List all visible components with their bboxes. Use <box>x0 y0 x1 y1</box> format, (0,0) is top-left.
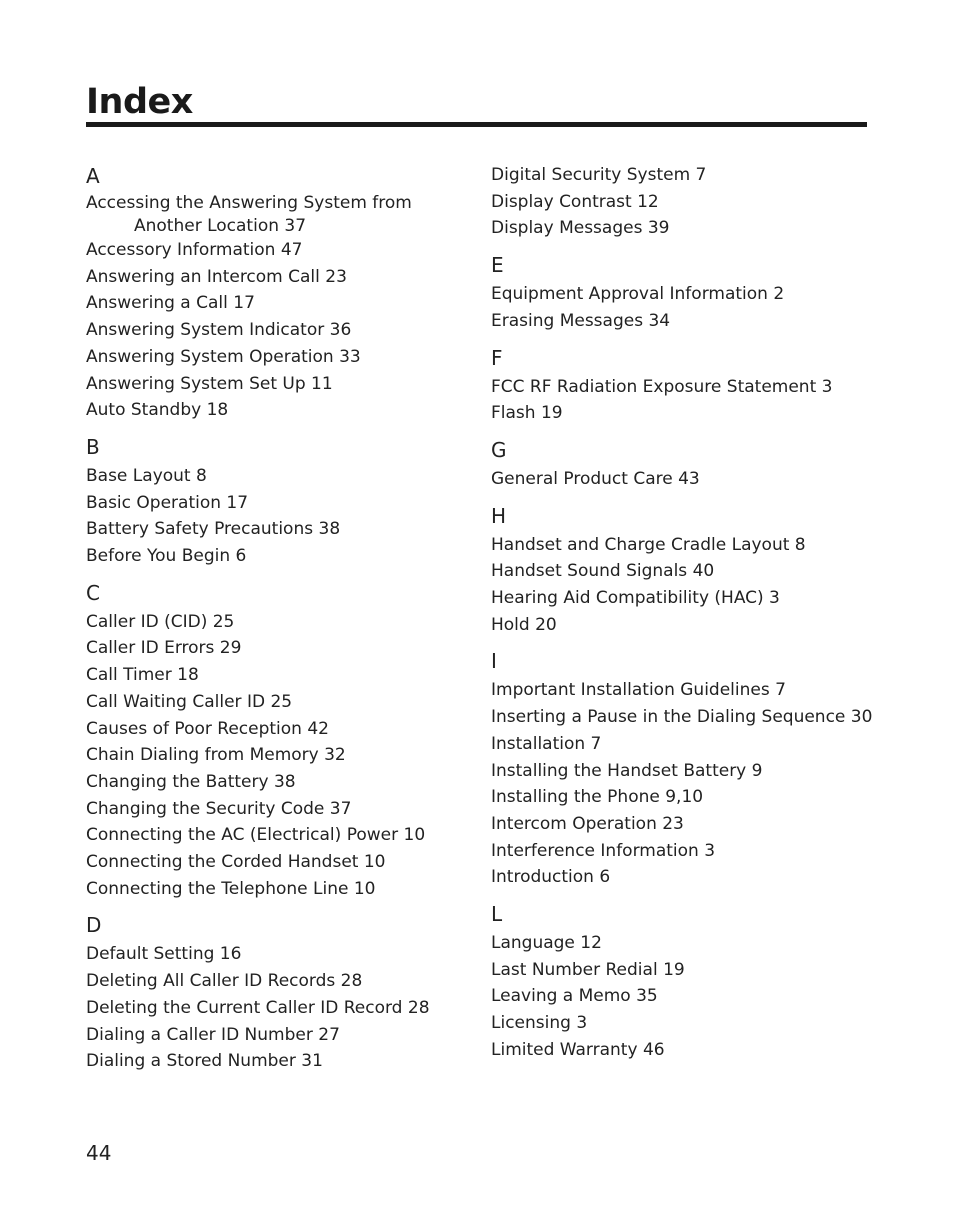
title-rule <box>86 122 867 127</box>
index-entry: Erasing Messages 34 <box>491 310 671 331</box>
index-section-c <box>86 581 466 903</box>
index-section-d <box>86 913 466 1075</box>
index-entry: Important Installation Guidelines 7 <box>491 680 786 701</box>
section-letter: F <box>491 345 503 370</box>
index-entry: Handset Sound Signals 40 <box>491 561 715 582</box>
index-entry: General Product Care 43 <box>491 468 700 489</box>
index-entry: Caller ID Errors 29 <box>86 638 242 659</box>
index-entry: Basic Operation 17 <box>86 492 249 513</box>
section-letter: G <box>491 437 507 462</box>
index-entry: Changing the Security Code 37 <box>86 798 352 819</box>
index-entry: Call Waiting Caller ID 25 <box>86 691 293 712</box>
index-entry: Before You Begin 6 <box>86 546 247 567</box>
index-entry: Answering System Operation 33 <box>86 346 361 367</box>
index-entry: Answering System Set Up 11 <box>86 373 333 394</box>
index-column-right <box>491 158 871 1075</box>
index-section-f <box>491 346 871 427</box>
section-letter: H <box>491 503 507 528</box>
index-entry-continuation: Another Location 37 <box>134 215 307 236</box>
index-entry: Hold 20 <box>491 614 557 635</box>
index-entry: Installing the Handset Battery 9 <box>491 760 763 781</box>
index-entry: Last Number Redial 19 <box>491 959 685 980</box>
index-section-l <box>491 902 871 1064</box>
index-entry: Deleting the Current Caller ID Record 28 <box>86 997 430 1018</box>
index-entry: Answering a Call 17 <box>86 293 255 314</box>
index-entry-line: Accessing the Answering System from <box>86 193 412 213</box>
section-letter: D <box>86 913 102 938</box>
index-section-b <box>86 435 466 570</box>
index-entry: Causes of Poor Reception 42 <box>86 718 329 739</box>
index-entry: Caller ID (CID) 25 <box>86 611 235 632</box>
index-section-d-continued <box>491 162 871 242</box>
index-entry: Answering an Intercom Call 23 <box>86 266 347 287</box>
index-entry: Connecting the AC (Electrical) Power 10 <box>86 825 426 846</box>
section-letter: B <box>86 434 100 459</box>
index-entry: Inserting a Pause in the Dialing Sequence 30 <box>491 707 873 728</box>
index-entry: Introduction 6 <box>491 867 611 888</box>
index-entry: Display Contrast 12 <box>491 191 659 212</box>
index-entry: Hearing Aid Compatibility (HAC) 3 <box>491 588 780 609</box>
index-section-e <box>491 253 871 334</box>
section-letter: C <box>86 580 100 605</box>
index-entry: Licensing 3 <box>491 1013 588 1034</box>
index-entry: Dialing a Caller ID Number 27 <box>86 1024 340 1045</box>
index-section-g <box>491 438 871 493</box>
index-section-a <box>86 164 466 424</box>
section-letter: L <box>491 902 503 927</box>
index-entry: Handset and Charge Cradle Layout 8 <box>491 534 806 555</box>
index-entry: Connecting the Telephone Line 10 <box>86 878 376 899</box>
index-entry: Battery Safety Precautions 38 <box>86 519 341 540</box>
index-entry: Connecting the Corded Handset 10 <box>86 852 386 873</box>
index-entry: Digital Security System 7 <box>491 165 707 185</box>
index-entry: Display Messages 39 <box>491 218 670 239</box>
index-entry: Intercom Operation 23 <box>491 813 684 834</box>
index-section-i <box>491 649 871 891</box>
index-entry: Default Setting 16 <box>86 944 242 965</box>
index-entry: Base Layout 8 <box>86 465 207 486</box>
index-entry: Installation 7 <box>491 733 602 754</box>
page-number: 44 <box>86 1141 112 1165</box>
index-entry: Limited Warranty 46 <box>491 1039 665 1060</box>
index-entry: Auto Standby 18 <box>86 400 229 421</box>
index-entry: Deleting All Caller ID Records 28 <box>86 971 363 992</box>
index-entry: Answering System Indicator 36 <box>86 320 352 341</box>
section-letter: E <box>491 253 504 278</box>
index-entry: Call Timer 18 <box>86 665 199 686</box>
index-entry: Chain Dialing from Memory 32 <box>86 745 346 766</box>
page-title: Index <box>86 82 193 122</box>
index-entry: Leaving a Memo 35 <box>491 986 658 1007</box>
index-entry: Equipment Approval Information 2 <box>491 284 785 305</box>
section-letter: I <box>491 649 497 674</box>
index-entry: Changing the Battery 38 <box>86 771 296 792</box>
index-entry: Accessory Information 47 <box>86 240 303 260</box>
index-column-left <box>86 158 466 1086</box>
index-entry: Installing the Phone 9,10 <box>491 787 704 808</box>
index-entry <box>86 192 466 237</box>
index-section-h <box>491 504 871 639</box>
index-entry: FCC RF Radiation Exposure Statement 3 <box>491 376 833 397</box>
index-entry: Dialing a Stored Number 31 <box>86 1051 323 1072</box>
index-entry: Interference Information 3 <box>491 840 716 861</box>
section-letter: A <box>86 164 100 188</box>
index-entry: Language 12 <box>491 933 602 954</box>
index-entry: Flash 19 <box>491 403 563 424</box>
